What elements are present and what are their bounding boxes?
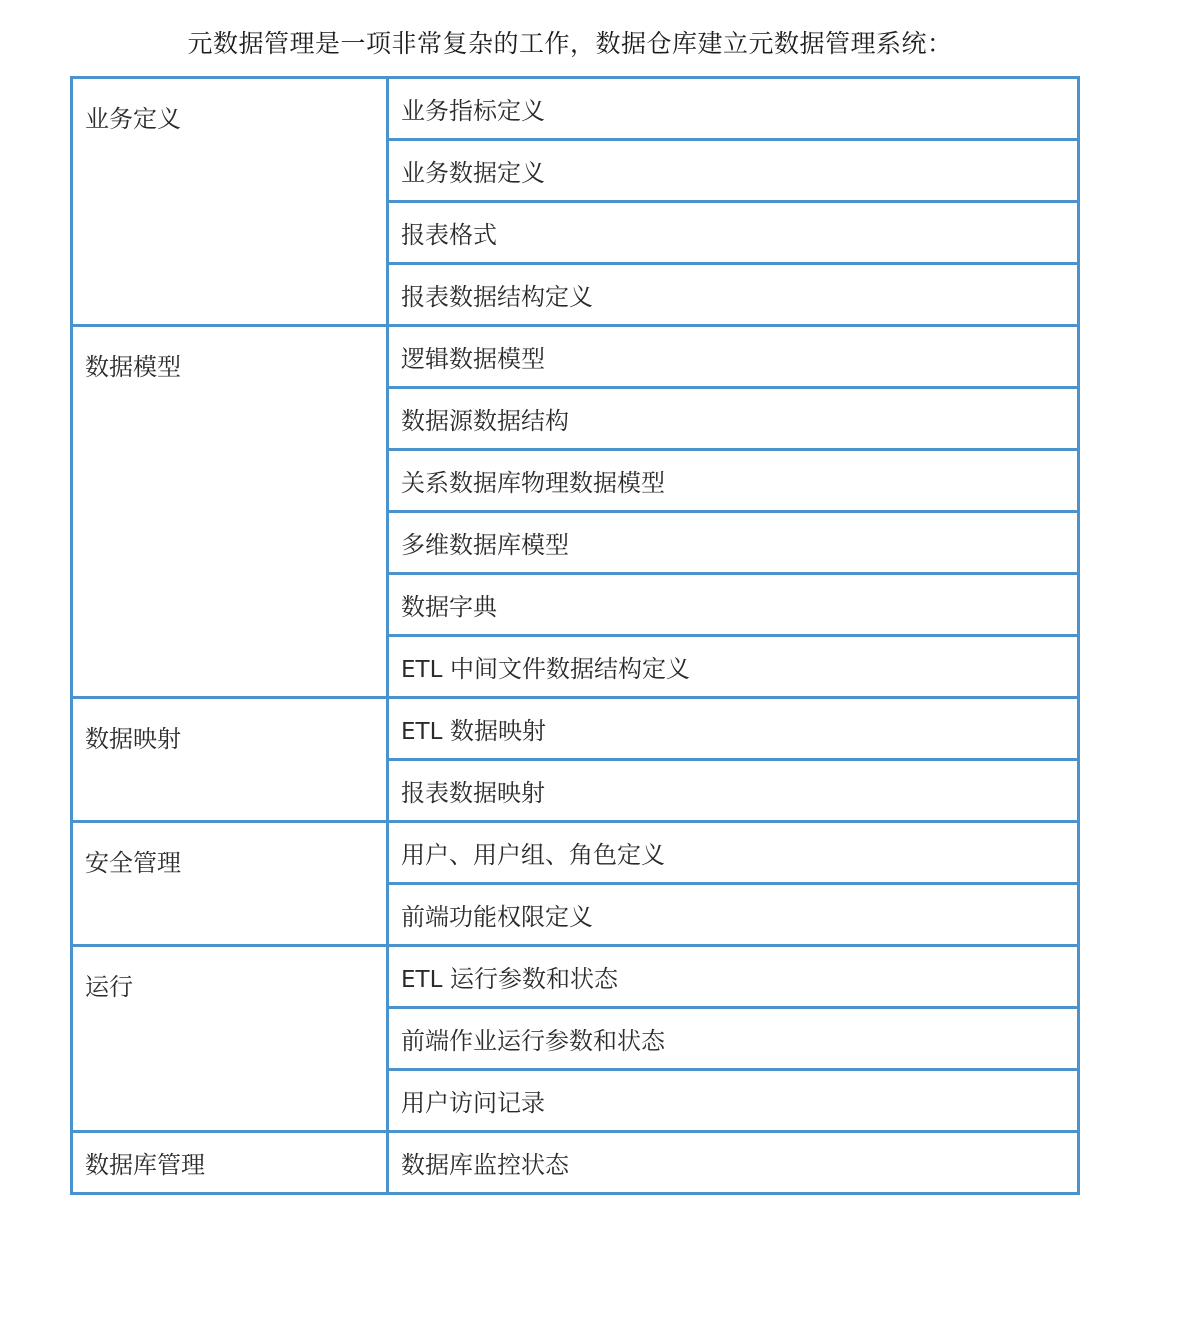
item-cell: 数据库监控状态 — [388, 1132, 1079, 1194]
category-cell: 运行 — [72, 946, 388, 1132]
item-cell: 报表数据映射 — [388, 760, 1079, 822]
table-row — [72, 946, 1079, 1008]
item-cell: 前端作业运行参数和状态 — [388, 1008, 1079, 1070]
table-row — [72, 78, 1079, 140]
category-cell: 业务定义 — [72, 78, 388, 326]
item-cell: 业务指标定义 — [388, 78, 1079, 140]
item-cell: 数据源数据结构 — [388, 388, 1079, 450]
metadata-table — [70, 76, 1080, 1195]
item-cell: 业务数据定义 — [388, 140, 1079, 202]
item-cell: 用户、用户组、角色定义 — [388, 822, 1079, 884]
item-cell: ETL 运行参数和状态 — [388, 946, 1079, 1008]
category-cell: 数据映射 — [72, 698, 388, 822]
category-cell: 数据库管理 — [72, 1132, 388, 1194]
item-cell: 关系数据库物理数据模型 — [388, 450, 1079, 512]
item-cell: 用户访问记录 — [388, 1070, 1079, 1132]
item-cell: ETL 中间文件数据结构定义 — [388, 636, 1079, 698]
item-cell: 报表数据结构定义 — [388, 264, 1079, 326]
intro-text: 元数据管理是一项非常复杂的工作，数据仓库建立元数据管理系统： — [187, 29, 953, 58]
metadata-table-body — [72, 78, 1079, 1194]
table-row — [72, 698, 1079, 760]
category-cell: 数据模型 — [72, 326, 388, 698]
category-cell: 安全管理 — [72, 822, 388, 946]
item-cell: ETL 数据映射 — [388, 698, 1079, 760]
table-row — [72, 822, 1079, 884]
item-cell: 报表格式 — [388, 202, 1079, 264]
item-cell: 前端功能权限定义 — [388, 884, 1079, 946]
item-cell: 多维数据库模型 — [388, 512, 1079, 574]
table-row — [72, 326, 1079, 388]
item-cell: 逻辑数据模型 — [388, 326, 1079, 388]
table-row — [72, 1132, 1079, 1194]
item-cell: 数据字典 — [388, 574, 1079, 636]
